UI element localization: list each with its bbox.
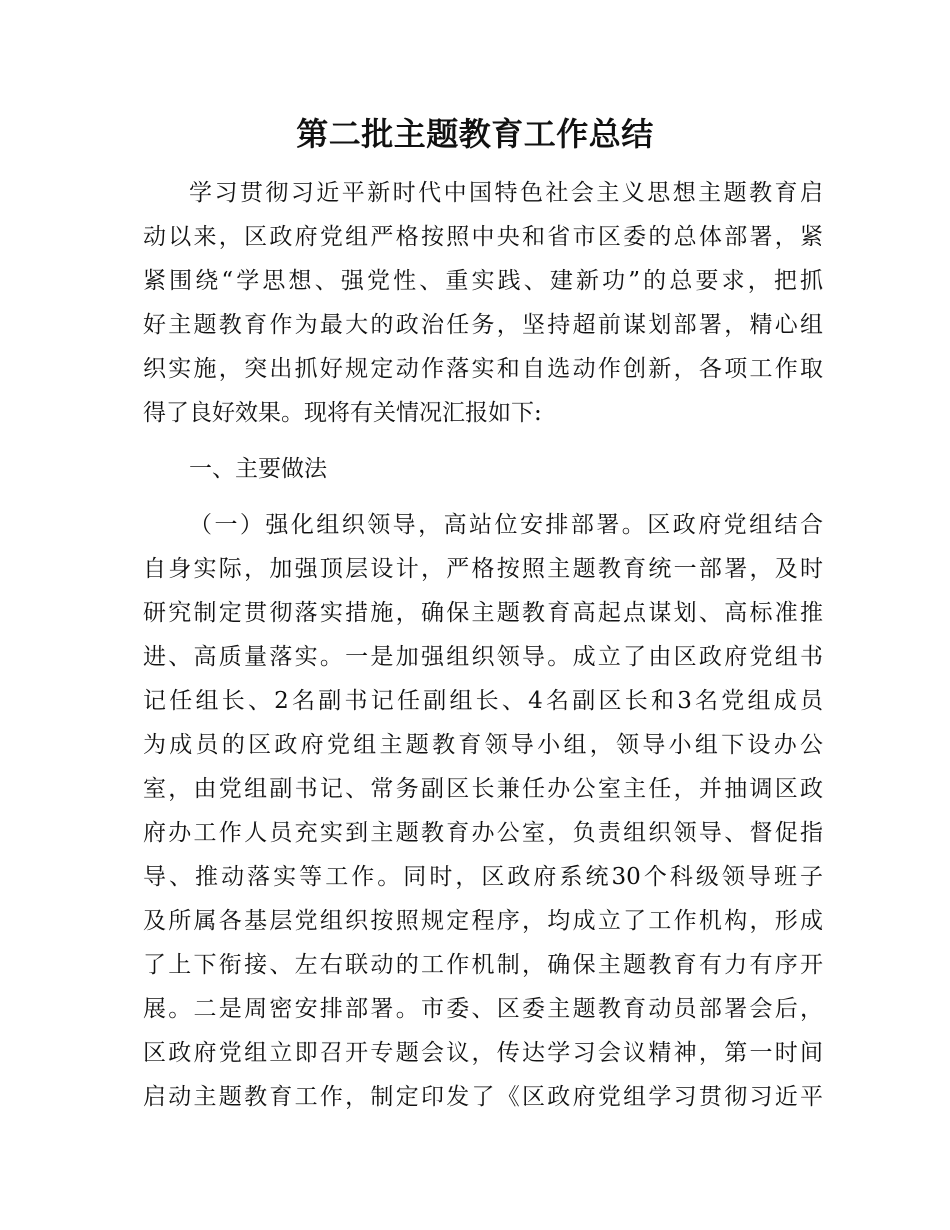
paragraph-line: 室，由党组副书记、常务副区长兼任办公室主任，并抽调区政 bbox=[143, 776, 823, 802]
paragraph-line: 自身实际，加强顶层设计，严格按照主题教育统一部署，及时 bbox=[143, 556, 823, 582]
section-heading: 一、主要做法 bbox=[189, 456, 327, 482]
paragraph-line: 导、推动落实等工作。同时，区政府系统30个科级领导班子 bbox=[143, 864, 823, 890]
paragraph-line: （一）强化组织领导，高站位安排部署。区政府党组结合 bbox=[189, 512, 823, 538]
paragraph-line: 织实施，突出抓好规定动作落实和自选动作创新，各项工作取 bbox=[143, 356, 823, 382]
paragraph-line: 府办工作人员充实到主题教育办公室，负责组织领导、督促指 bbox=[143, 820, 823, 846]
document-body bbox=[143, 171, 823, 1119]
paragraph-line: 记任组长、2名副书记任副组长、4名副区长和3名党组成员 bbox=[143, 688, 823, 714]
paragraph-line: 进、高质量落实。一是加强组织领导。成立了由区政府党组书 bbox=[143, 644, 823, 670]
paragraph-line: 紧围绕“学思想、强党性、重实践、建新功”的总要求，把抓 bbox=[143, 268, 823, 294]
paragraph-line: 展。二是周密安排部署。市委、区委主题教育动员部署会后， bbox=[143, 996, 823, 1022]
paragraph-line: 动以来，区政府党组严格按照中央和省市区委的总体部署，紧 bbox=[143, 224, 823, 250]
paragraph-line: 了上下衔接、左右联动的工作机制，确保主题教育有力有序开 bbox=[143, 952, 823, 978]
paragraph-line: 区政府党组立即召开专题会议，传达学习会议精神，第一时间 bbox=[143, 1040, 823, 1066]
paragraph-line: 学习贯彻习近平新时代中国特色社会主义思想主题教育启 bbox=[189, 180, 823, 206]
paragraph-line: 及所属各基层党组织按照规定程序，均成立了工作机构，形成 bbox=[143, 908, 823, 934]
paragraph-line: 研究制定贯彻落实措施，确保主题教育高起点谋划、高标准推 bbox=[143, 600, 823, 626]
section-spacer bbox=[143, 435, 823, 447]
paragraph-line: 好主题教育作为最大的政治任务，坚持超前谋划部署，精心组 bbox=[143, 312, 823, 338]
paragraph-line: 启动主题教育工作，制定印发了《区政府党组学习贯彻习近平 bbox=[143, 1084, 823, 1110]
section-spacer bbox=[143, 491, 823, 503]
document-title: 第二批主题教育工作总结 bbox=[296, 115, 654, 153]
paragraph-line: 为成员的区政府党组主题教育领导小组，领导小组下设办公 bbox=[143, 732, 823, 758]
paragraph-line: 得了良好效果。现将有关情况汇报如下: bbox=[143, 400, 542, 426]
